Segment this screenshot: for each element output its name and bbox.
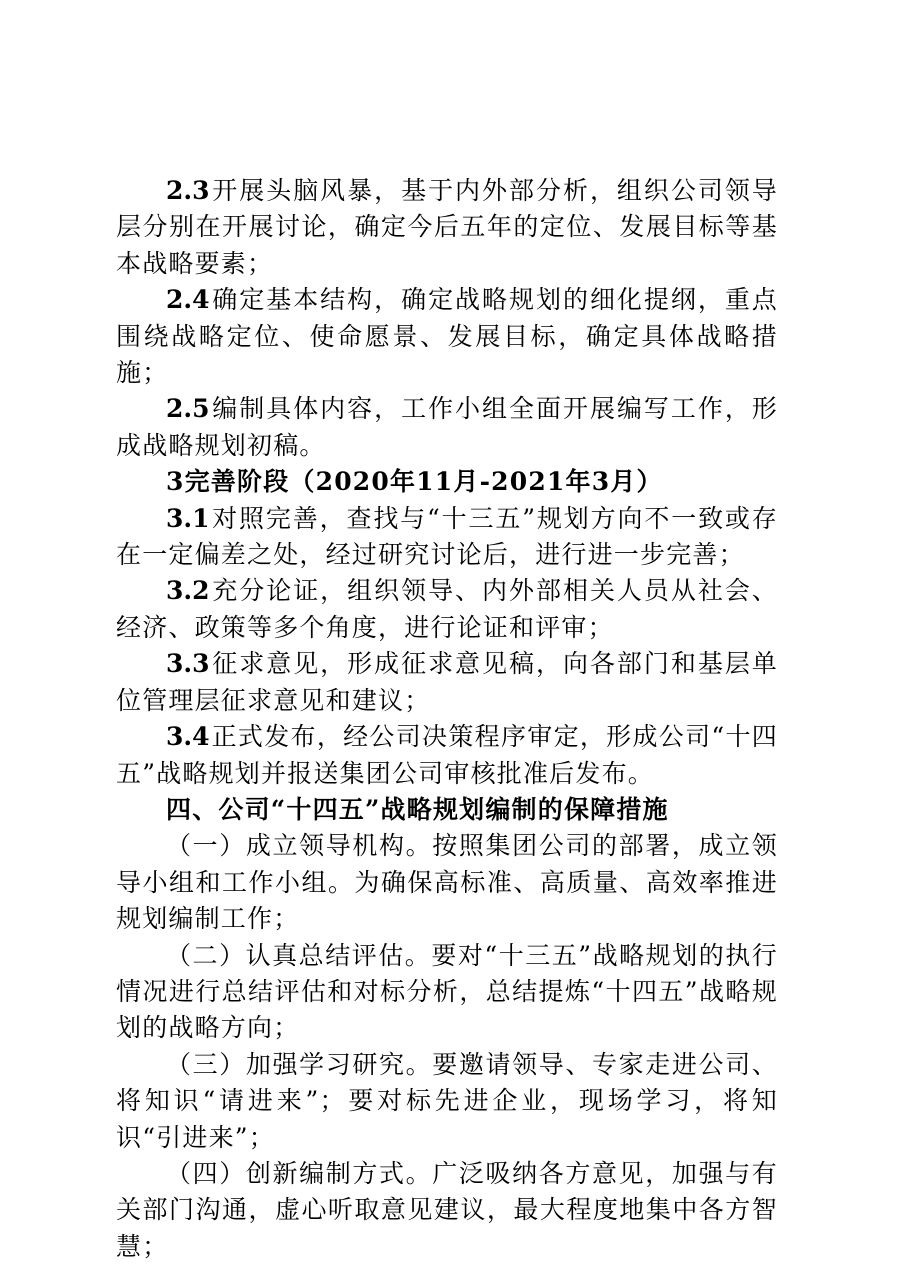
- paragraph-text: 正式发布，经公司决策程序审定，形成公司“十四五”战略规划并报送集团公司审核批准后发布。: [116, 722, 778, 788]
- paragraph-text: 开展头脑风暴，基于内外部分析，组织公司领导层分别在开展讨论，确定今后五年的定位、发展目标等基本战略要素；: [116, 176, 778, 278]
- paragraph-2-3: [116, 173, 778, 282]
- item-number: 2.3: [166, 176, 210, 205]
- paragraph-3-4: [116, 719, 778, 792]
- section-heading-4: 四、公司“十四五”战略规划编制的保障措施: [166, 794, 669, 824]
- paragraph-text: 编制具体内容，工作小组全面开展编写工作，形成战略规划初稿。: [116, 394, 778, 460]
- item-number: 3.2: [166, 576, 210, 606]
- paragraph-text: 征求意见，形成征求意见稿，向各部门和基层单位管理层征求意见和建议；: [116, 649, 778, 715]
- item-number: 2.4: [166, 285, 210, 315]
- paragraph-text: 确定基本结构，确定战略规划的细化提纲，重点围绕战略定位、使命愿景、发展目标，确定具体战略措施；: [116, 285, 778, 388]
- paragraph-2-5: [116, 391, 778, 464]
- paragraph-text: 充分论证，组织领导、内外部相关人员从社会、经济、政策等多个角度，进行论证和评审；: [116, 576, 778, 642]
- paragraph-text: 对照完善，查找与“十三五”规划方向不一致或存在一定偏差之处，经过研究讨论后，进行进一步完善；: [116, 503, 778, 570]
- paragraph-3-2: [116, 573, 778, 646]
- paragraph-measure-4: （四）创新编制方式。广泛吸纳各方意见，加强与有关部门沟通，虚心听取意见建议，最大程度地集中各方智慧；: [116, 1158, 778, 1261]
- paragraph-measure-2: （二）认真总结评估。要对“十三五”战略规划的执行情况进行总结评估和对标分析，总结提炼“十四五”战略规划的战略方向；: [116, 940, 778, 1043]
- paragraph-2-4: [116, 282, 778, 391]
- item-number: 3.4: [166, 722, 210, 752]
- section-heading-3: 3完善阶段（2020年11月-2021年3月）: [166, 467, 663, 497]
- paragraph-3-3: [116, 646, 778, 719]
- paragraph-3-1: [116, 501, 778, 574]
- document-page: [116, 173, 778, 1265]
- paragraph-measure-3: （三）加强学习研究。要邀请领导、专家走进公司、将知识“请进来”；要对标先进企业，现场学习，将知识“引进来”；: [116, 1049, 778, 1152]
- paragraph-measure-1: （一）成立领导机构。按照集团公司的部署，成立领导小组和工作小组。为确保高标准、高质量、高效率推进规划编制工作；: [116, 831, 778, 934]
- item-number: 3.1: [166, 503, 210, 533]
- item-number: 3.3: [166, 649, 210, 679]
- item-number: 2.5: [166, 394, 210, 424]
